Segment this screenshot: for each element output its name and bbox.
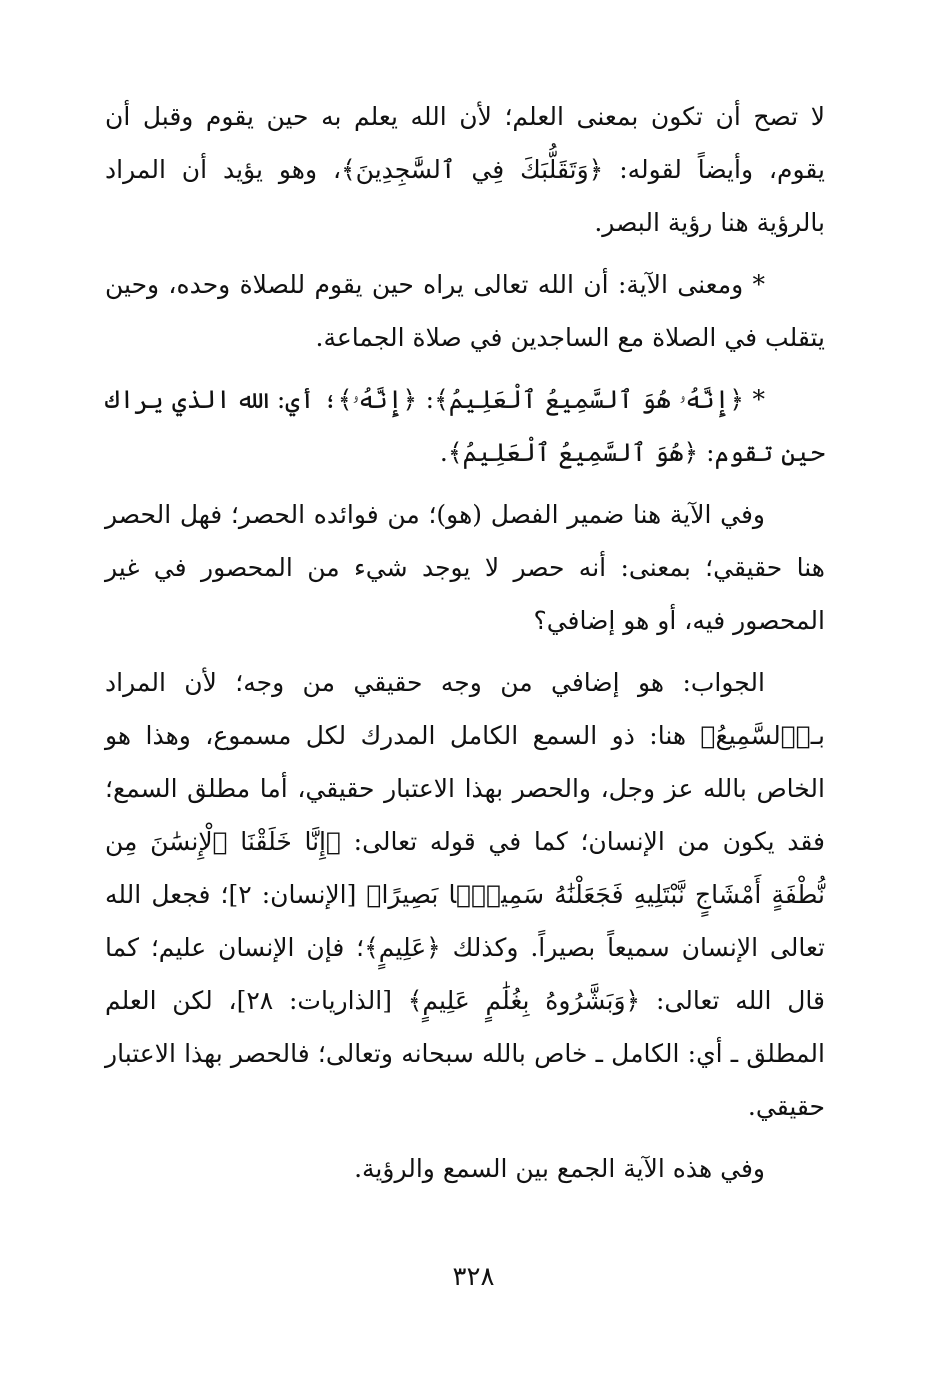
page-body: [105, 90, 825, 1204]
paragraph-2: * ومعنى الآية: أن الله تعالى يراه حين يقوم للصلاة وحده، وحين يتقلب في الصلاة مع الساجدين في صلاة الجماعة.: [105, 270, 825, 352]
page-number: ٣٢٨: [452, 1262, 495, 1292]
paragraph-1: لا تصح أن تكون بمعنى العلم؛ لأن الله يعلم به حين يقوم وقبل أن يقوم، وأيضاً لقوله: ﴿وَتَقَلُّبَكَ فِي ٱلسَّٰجِدِينَ﴾، وهو يؤيد أن المراد بالرؤية هنا رؤية البصر.: [105, 102, 825, 237]
paragraph-6: وفي هذه الآية الجمع بين السمع والرؤية.: [354, 1154, 765, 1183]
paragraph-4: وفي الآية هنا ضمير الفصل (هو)؛ من فوائده الحصر؛ فهل الحصر هنا حقيقي؛ بمعنى: أنه حصر لا يوجد شيء من المحصور في غير المحصور فيه، أو هو إضافي؟: [105, 500, 825, 635]
paragraph-3: * ﴿إِنَّهُۥ هُوَ ٱلسَّمِيعُ ٱلْعَلِيمُ﴾: ﴿إِنَّهُۥ﴾؛ أي: الله الذي يراك حين تقوم: ﴿هُوَ ٱلسَّمِيعُ ٱلْعَلِيمُ﴾.: [105, 385, 825, 467]
paragraph-5: الجواب: هو إضافي من وجه حقيقي من وجه؛ لأن المراد بـ﴿ٱلسَّمِيعُ﴾ هنا: ذو السمع الكامل المدرك لكل مسموع، وهذا هو الخاص بالله عز وجل، والحصر بهذا الاعتبار حقيقي، أما مطلق السمع؛ فقد يكون من الإنسان؛ كما في قوله تعالى: ﴿إِنَّا خَلَقْنَا ٱلْإِنسَٰنَ مِن نُّطْفَةٍ أَمْشَاجٍ نَّبْتَلِيهِ فَجَعَلْنَٰهُ سَمِيعًۢا بَصِيرًا﴾ [الإنسان: ٢]؛ فجعل الله تعالى الإنسان سميعاً بصيراً. وكذلك ﴿عَلِيمٍ﴾؛ فإن الإنسان عليم؛ كما قال الله تعالى: ﴿وَبَشَّرُوهُ بِغُلَٰمٍ عَلِيمٍ﴾ [الذاريات: ٢٨]، لكن العلم المطلق ـ أي: الكامل ـ خاص بالله سبحانه وتعالى؛ فالحصر بهذا الاعتبار حقيقي.: [105, 668, 825, 1121]
